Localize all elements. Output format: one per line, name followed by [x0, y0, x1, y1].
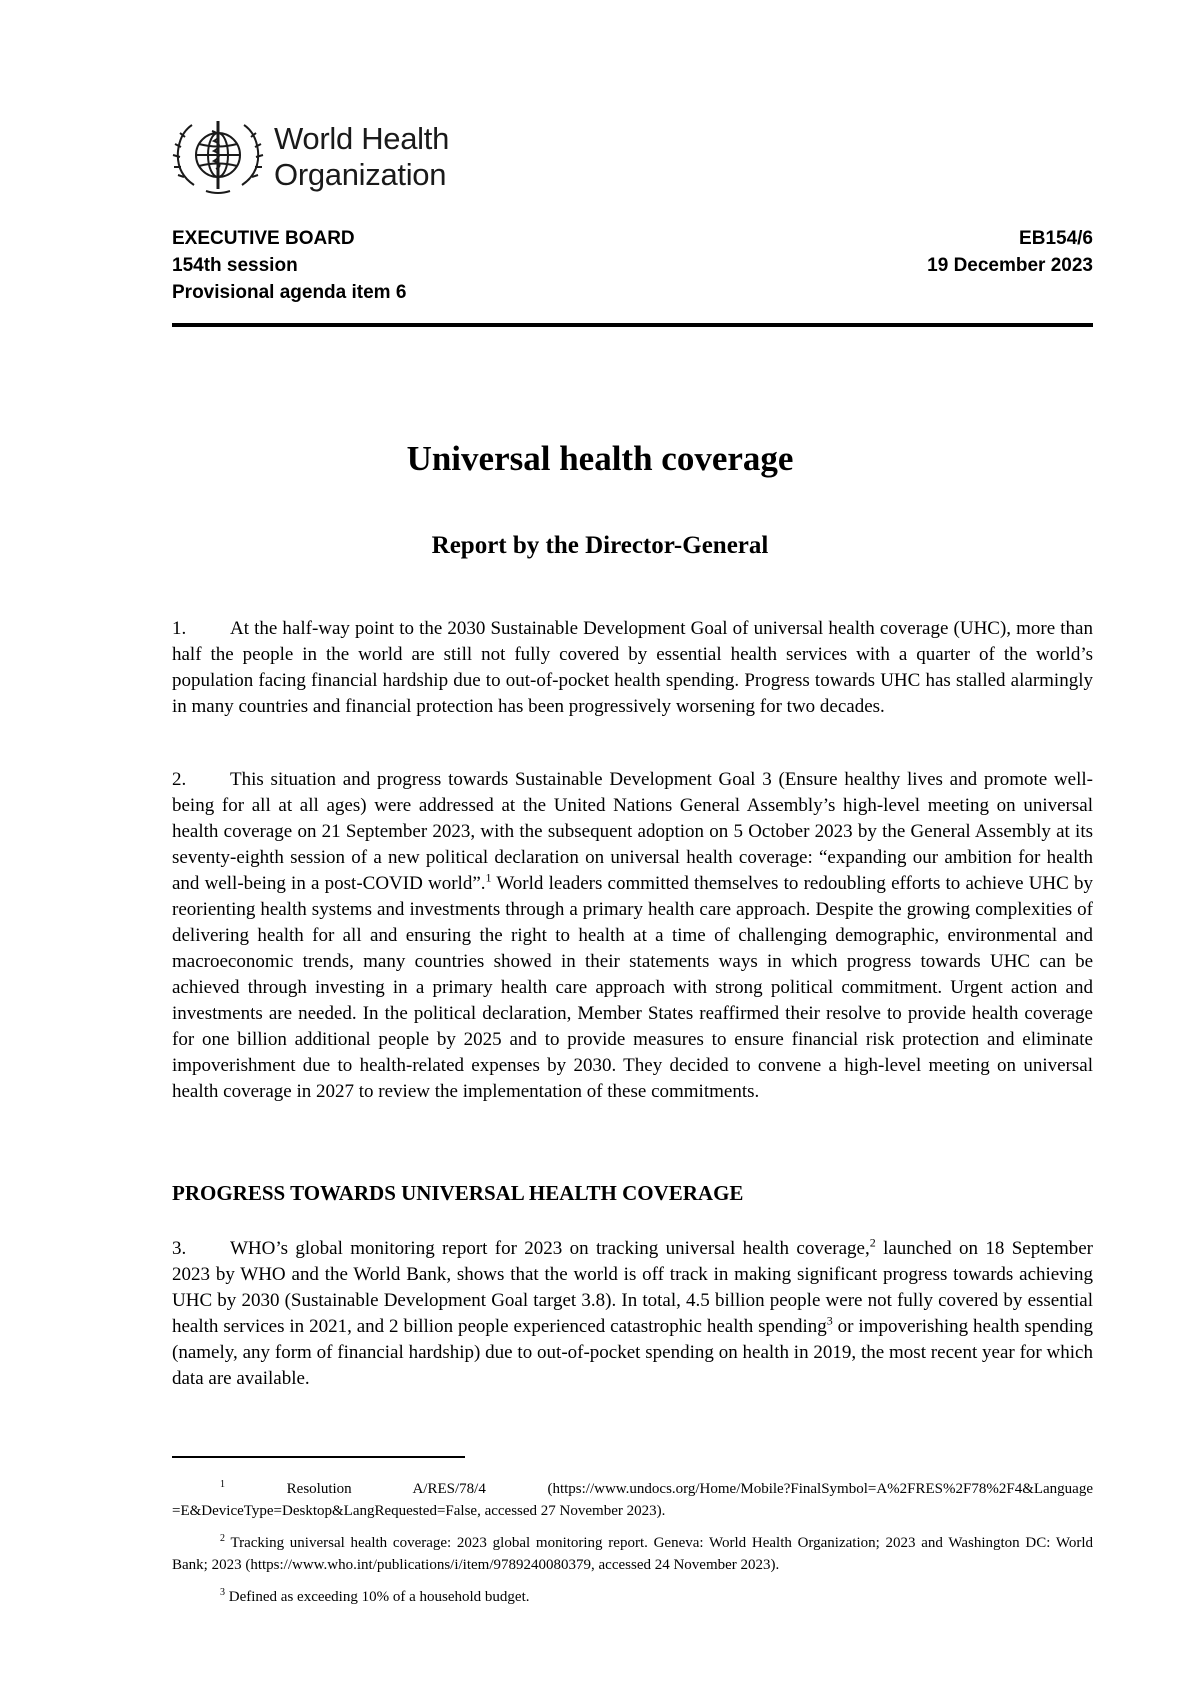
who-wordmark	[274, 121, 449, 193]
footnote-1	[172, 1478, 1093, 1522]
who-logo	[170, 113, 470, 199]
paragraph-text: This situation and progress towards Sustainable Development Goal 3 (Ensure healthy lives and promote well-being for all at all ages) were addressed at the United Nations General Assembly’s high-level meeting on universal health coverage on 21 September 2023, with the subsequent adoption on 5 October 2023 by the General Assembly at its seventy-eighth session of a new political declaration on universal health coverage: “expanding our ambition for health and well-being in a post-COVID world”.	[172, 769, 1093, 894]
paragraph-text-cont: or impoverishing health spending (namely, any form of financial hardship) due to out-of-pocket spending on health in 2019, the most recent year for which data are available.	[172, 1316, 1093, 1389]
footnote-number: 1	[220, 1479, 225, 1490]
footnote-text: Tracking universal health coverage: 2023 global monitoring report. Geneva: World Health Organization; 2023 and Washington DC: World Bank; 2023 (https://www.who.int/publications/i/item/9789240080379, accessed 24 November 2023).	[172, 1535, 1093, 1573]
footnote-ref-1[interactable]: 1	[485, 870, 492, 885]
document-header-left	[172, 225, 406, 306]
logo-line-1: World Health	[274, 121, 450, 156]
footnote-ref-3[interactable]: 3	[826, 1313, 833, 1328]
agenda-item: Provisional agenda item 6	[172, 282, 407, 303]
document-title: Universal health coverage	[406, 439, 794, 478]
header-divider	[172, 323, 1093, 327]
document-header-right	[927, 225, 1093, 279]
section-heading: PROGRESS TOWARDS UNIVERSAL HEALTH COVERAGE	[172, 1181, 744, 1205]
paragraph-text: WHO’s global monitoring report for 2023 on tracking universal health coverage,	[230, 1238, 870, 1259]
footnotes	[172, 1478, 1093, 1618]
footnote-2	[172, 1532, 1093, 1576]
paragraph-text-cont: launched on 18 September 2023 by WHO and the World Bank, shows that the world is off track in making significant progress towards achieving UHC by 2030 (Sustainable Development Goal target 3.8). In total, 4.5 billion people were not fully covered by essential health services in 2021, and 2 billion people experienced catastrophic health spending	[172, 1238, 1093, 1337]
paragraph-1	[172, 616, 1093, 720]
paragraph-2	[172, 767, 1093, 1105]
document-date: 19 December 2023	[927, 255, 1093, 276]
document-symbol: EB154/6	[1019, 228, 1093, 249]
logo-line-2: Organization	[274, 157, 447, 192]
footnote-ref-2[interactable]: 2	[869, 1235, 876, 1250]
footnote-number: 2	[220, 1533, 225, 1544]
footnote-number: 3	[220, 1587, 225, 1598]
session: 154th session	[172, 255, 298, 276]
paragraph-number: 3.	[172, 1238, 187, 1259]
who-emblem-icon	[170, 113, 266, 199]
paragraph-number: 2.	[172, 769, 187, 790]
footnote-text: Resolution A/RES/78/4 (https://www.undocs.org/Home/Mobile?FinalSymbol=A%2FRES%2F78%2F4&Language =E&DeviceType=Desktop&LangRequested=False, accessed 27 November 2023).	[172, 1481, 1093, 1519]
footnote-divider	[172, 1456, 465, 1458]
paragraph-text: At the half-way point to the 2030 Sustainable Development Goal of universal health coverage (UHC), more than half the people in the world are still not fully covered by essential health services with a quarter of the world’s population facing financial hardship due to out-of-pocket health spending. Progress towards UHC has stalled alarmingly in many countries and financial protection has been progressively worsening for two decades.	[172, 618, 1093, 717]
paragraph-number: 1.	[172, 618, 187, 639]
document-subtitle: Report by the Director-General	[431, 532, 769, 559]
paragraph-3	[172, 1236, 1093, 1392]
footnote-text: Defined as exceeding 10% of a household budget.	[225, 1589, 530, 1605]
governing-body: EXECUTIVE BOARD	[172, 228, 355, 249]
footnote-3	[172, 1586, 1093, 1608]
paragraph-text-cont: World leaders committed themselves to redoubling efforts to achieve UHC by reorienting health systems and investments through a primary health care approach. Despite the growing complexities of delivering health for all and ensuring the right to health at a time of challenging demographic, environmental and macroeconomic trends, many countries showed in their statements ways in which progress towards UHC can be achieved through investing in a primary health care approach with strong political commitment. Urgent action and investments are needed. In the political declaration, Member States reaffirmed their resolve to provide health coverage for one billion additional people by 2025 and to provide measures to ensure financial risk protection and eliminate impoverishment due to health-related expenses by 2030. They decided to convene a high-level meeting on universal health coverage in 2027 to review the implementation of these commitments.	[172, 873, 1093, 1102]
